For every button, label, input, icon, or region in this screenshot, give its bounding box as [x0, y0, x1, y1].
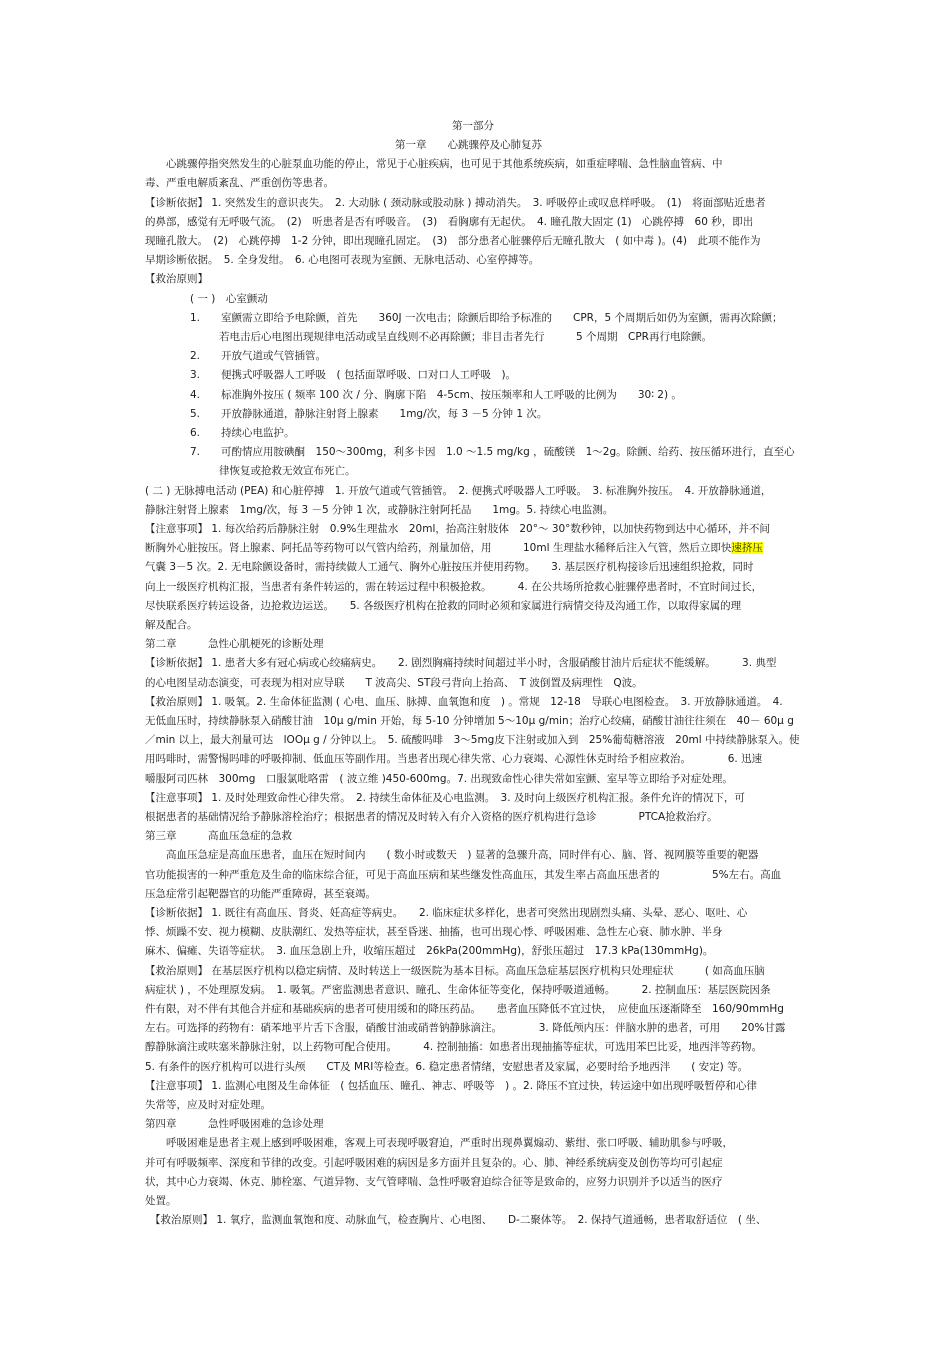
paragraph-line: 呼吸困难是患者主观上感到呼吸困难，客观上可表现呼吸窘迫，严重时出现鼻翼煽动、紫绀、张口呼吸、辅助肌参与呼吸， [166, 1137, 733, 1149]
paragraph-line [145, 541, 763, 555]
list-item: 5. 开放静脉通道，静脉注射肾上腺素 1mg/次，每 3 －5 分钟 1 次。 [190, 408, 548, 420]
paragraph-line: ( 二 ) 无脉搏电活动 (PEA) 和心脏停搏 1. 开放气道或气管插管。 2. 便携式呼吸器人工呼吸。 3. 标准胸外按压。 4. 开放静脉通道， [145, 485, 772, 497]
paragraph-line: 无低血压时，持续静脉泵入硝酸甘油 10μ g/min 开始，每 5-10 分钟增加 5～10μ g/min；治疗心绞痛，硝酸甘油往往须在 40－ 60μ g [145, 715, 794, 727]
paragraph-line: 官功能损害的一种严重危及生命的临床综合征，可见于高血压病和某些继发性高血压，其发生率占高血压患者的 5%左右。高血 [145, 869, 782, 881]
list-item: 2. 开放气道或气管插管。 [190, 350, 327, 362]
paragraph-line: 现瞳孔散大。 (2) 心跳停搏 1-2 分钟，即出现瞳孔固定。 (3) 部分患者心脏骤停后无瞳孔散大 ( 如中毒 )。(4) 此项不能作为 [145, 235, 761, 247]
paragraph-line: 状，其中心力衰竭、休克、肺栓塞、气道异物、支气管哮喘、急性呼吸窘迫综合征等是致命的，应努力识别并予以适当的医疗 [145, 1176, 723, 1188]
paragraph-line: 【注意事项】 1. 监测心电图及生命体征 ( 包括血压、瞳孔、神志、呼吸等 ) 。2. 降压不宜过快，转运途中如出现呼吸暂停和心律 [145, 1080, 757, 1092]
list-item: 1. 室颤需立即给予电除颤，首先 360J 一次电击；除颤后即给予标准的 CPR，5 个周期后如仍为室颤，需再次除颤； [190, 312, 783, 324]
paragraph-line: 处置。 [145, 1195, 177, 1207]
paragraph-line: ／min 以上，最大剂量可达 lOOμ g / 分钟以上。 5. 硫酸吗啡 3～5mg皮下注射或加入到 25%葡萄糖溶液 20ml 中持续静脉泵入。使 [145, 734, 800, 746]
paragraph-line: 5. 有条件的医疗机构可以进行头颅 CT及 MRI等检查。6. 稳定患者情绪，安慰患者及家属，必要时给予地西泮 ( 安定) 等。 [145, 1061, 749, 1073]
paragraph-line: 件有限，对不伴有其他合并症和基础疾病的患者可使用缓和的降压药品。 患者血压降低不宜过快， 应使血压逐渐降至 160/90mmHg [145, 1003, 784, 1015]
paragraph-line: 解及配合。 [145, 619, 198, 631]
paragraph-line: 【诊断依据】 1. 突然发生的意识丧失。 2. 大动脉 ( 颈动脉或股动脉 ) 搏动消失。 3. 呼吸停止或叹息样呼吸。 (1) 将面部贴近患者 [145, 197, 766, 209]
line-text: 断胸外心脏按压。肾上腺素、阿托品等药物可以气管内给药，剂量加倍，用 10ml 生理盐水稀释后注入气管，然后立即快 [145, 542, 732, 554]
paragraph-line: 的心电图呈动态演变，可表现为相对应导联 T 波高尖、ST段弓背向上抬高、 T 波倒置及病理性 Q波。 [145, 677, 643, 689]
paragraph-line: 麻木、偏瘫、失语等症状。 3. 血压急剧上升，收缩压超过 26kPa(200mmHg)，舒张压超过 17.3 kPa(130mmHg)。 [145, 945, 714, 957]
paragraph-line: 静脉注射肾上腺素 1mg/次，每 3 －5 分钟 1 次，或静脉注射阿托品 1mg。5. 持续心电监测。 [145, 504, 614, 516]
part-title: 第一部分 [452, 120, 494, 132]
paragraph-line: 向上一级医疗机构汇报，当患者有条件转运的，需在转运过程中积极抢救。 4. 在公共场所抢救心脏骤停患者时，不宜时间过长， [145, 581, 763, 593]
paragraph-line: 压急症常引起靶器官的功能严重障碍，甚至衰竭。 [145, 888, 376, 900]
paragraph-line: 毒、严重电解质紊乱、严重创伤等患者。 [145, 177, 334, 189]
paragraph-line: 嚼服阿司匹林 300mg 口服氯吡咯雷 ( 波立维 )450-600mg。7. 出现致命性心律失常如室颤、室早等立即给予对症处理。 [145, 773, 733, 785]
chapter-3-title: 第三章 高血压急症的急救 [145, 830, 292, 842]
paragraph-line: 早期诊断依据。 5. 全身发绀。 6. 心电图可表现为室颤、无脉电活动、心室停搏等。 [145, 254, 540, 266]
list-item: 4. 标准胸外按压 ( 频率 100 次 / 分、胸廓下陷 4-5cm、按压频率和人工呼吸的比例为 30∶ 2) 。 [190, 389, 682, 401]
paragraph-line: 【救治原则】 在基层医疗机构以稳定病情、及时转送上一级医院为基本目标。高血压急症基层医疗机构只处理症状 ( 如高血压脑 [145, 965, 765, 977]
list-item: 7. 可酌情应用胺碘酮 150～300mg，利多卡因 1.0 ～1.5 mg/kg ，硫酸镁 1～2g。除颤、给药、按压循环进行，直至心 [190, 446, 795, 458]
paragraph-line: 【救治原则】 1. 吸氧。2. 生命体征监测 ( 心电、血压、脉搏、血氧饱和度 ) 。常规 12-18 导联心电图检查。 3. 开放静脉通道。 4. [145, 696, 783, 708]
paragraph-line: 气囊 3－5 次。2. 无电除颤设备时，需持续做人工通气、胸外心脏按压并使用药物。 3. 基层医疗机构接诊后迅速组织抢救，同时 [145, 561, 754, 573]
list-item-continuation: 律恢复或抢救无效宣布死亡。 [219, 465, 356, 477]
paragraph-line: 心跳骤停指突然发生的心脏泵血功能的停止，常见于心脏疾病，也可见于其他系统疾病，如重症哮喘、急性脑血管病、中 [166, 158, 723, 170]
paragraph-line: 病症状 ) ，不处理原发病。 1. 吸氧。严密监测患者意识、瞳孔、生命体征等变化，保持呼吸道通畅。 2. 控制血压：基层医院因条 [145, 984, 771, 996]
chapter-1-title: 第一章 心跳骤停及心肺复苏 [395, 139, 542, 151]
paragraph-line: 悸、烦躁不安、视力模糊、皮肤潮红、发热等症状，甚至昏迷、抽搐，也可出现心悸、呼吸困难、急性左心衰、肺水肿、半身 [145, 926, 723, 938]
list-item-continuation: 若电击后心电图出现规律电活动或呈直线则不必再除颤；非目击者先行 5 个周期 CPR再行电除颤。 [219, 331, 712, 343]
paragraph-line: 醇静脉滴注或呋塞米静脉注射，以上药物可配合使用。 4. 控制抽搐：如患者出现抽搐等症状，可选用苯巴比妥，地西泮等药物。 [145, 1041, 763, 1053]
highlighted-text: 速挤压 [731, 542, 763, 554]
chapter-2-title: 第二章 急性心肌梗死的诊断处理 [145, 638, 324, 650]
section-heading: 【救治原则】 [145, 273, 208, 285]
paragraph-line: 【诊断依据】 1. 患者大多有冠心病或心绞痛病史。 2. 剧烈胸痛持续时间超过半小时，含服硝酸甘油片后症状不能缓解。 3. 典型 [145, 657, 777, 669]
paragraph-line: 左右。可选择的药物有：硝苯地平片舌下含服，硝酸甘油或硝普钠静脉滴注。 3. 降低颅内压：伴脑水肿的患者，可用 20%甘露 [145, 1022, 786, 1034]
subsection-heading: ( 一 ) 心室颤动 [190, 293, 268, 305]
list-item: 3. 便携式呼吸器人工呼吸 ( 包括面罩呼吸、口对口人工呼吸 )。 [190, 369, 517, 381]
paragraph-line: 【注意事项】 1. 及时处理致命性心律失常。 2. 持续生命体征及心电监测。 3. 及时向上级医疗机构汇报。条件允许的情况下，可 [145, 792, 745, 804]
paragraph-line: 【救治原则】 1. 氧疗，监测血氧饱和度、动脉血气，检查胸片、心电图、 D-二聚体等。 2. 保持气道通畅，患者取舒适位 ( 坐、 [150, 1214, 767, 1226]
paragraph-line: 【诊断依据】 1. 既往有高血压、肾炎、妊高症等病史。 2. 临床症状多样化，患者可突然出现剧烈头痛、头晕、恶心、呕吐、心 [145, 907, 748, 919]
chapter-4-title: 第四章 急性呼吸困难的急诊处理 [145, 1118, 324, 1130]
paragraph-line: 用吗啡时，需警惕吗啡的呼吸抑制、低血压等副作用。当患者出现心律失常、心力衰竭、心源性休克时给予相应救治。 6. 迅速 [145, 753, 763, 765]
paragraph-line: 根据患者的基础情况给予静脉溶栓治疗；根据患者的情况及时转入有介入资格的医疗机构进行急诊 PTCA抢救治疗。 [145, 811, 718, 823]
paragraph-line: 失常等，应及时对症处理。 [145, 1099, 271, 1111]
paragraph-line: 尽快联系医疗转运设备，边抢救边运送。 5. 各级医疗机构在抢救的同时必须和家属进行病情交待及沟通工作，以取得家属的理 [145, 600, 742, 612]
paragraph-line: 的鼻部，感觉有无呼吸气流。 (2) 听患者是否有呼吸音。 (3) 看胸廓有无起伏。 4. 瞳孔散大固定 (1) 心跳停搏 60 秒，即出 [145, 216, 754, 228]
paragraph-line: 【注意事项】 1. 每次给药后静脉注射 0.9%生理盐水 20ml，抬高注射肢体 20°～ 30°数秒钟，以加快药物到达中心循环，并不间 [145, 523, 770, 535]
list-item: 6. 持续心电监护。 [190, 427, 295, 439]
paragraph-line: 高血压急症是高血压患者，血压在短时间内 ( 数小时或数天 ) 显著的急骤升高，同时伴有心、脑、肾、视网膜等重要的靶器 [166, 849, 759, 861]
paragraph-line: 并可有呼吸频率、深度和节律的改变。引起呼吸困难的病因是多方面并且复杂的。心、肺、神经系统病变及创伤等均可引起症 [145, 1157, 723, 1169]
